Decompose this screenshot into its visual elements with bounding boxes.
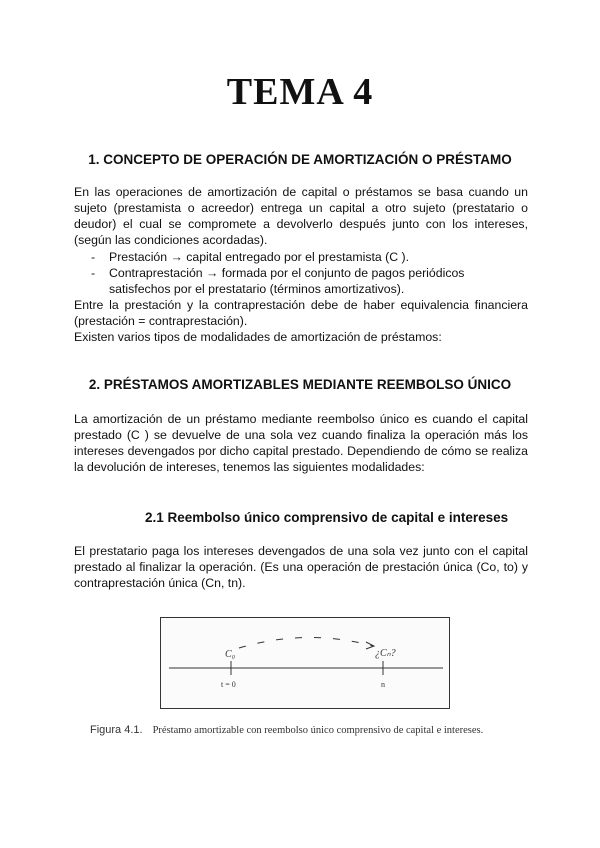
label-c0: C₀	[225, 649, 236, 660]
section-2-1-body: El prestatario paga los intereses devengados de una sola vez junto con el capital prestado al finalizar la operación. (Es una operación de prestación única (Co, to) y contraprestación única (Cn, tn).	[74, 544, 528, 590]
section-1-heading: 1. CONCEPTO DE OPERACIÓN DE AMORTIZACIÓN O PRÉSTAMO	[88, 152, 512, 167]
capitalization-arrow	[239, 637, 373, 648]
section-2-1-heading: 2.1 Reembolso único comprensivo de capital e intereses	[145, 510, 509, 525]
label-cn: ¿Cₙ?	[375, 648, 396, 659]
list-item: - Prestación → capital entregado por el prestamista (C ).	[91, 250, 410, 264]
section-2-heading: 2. PRÉSTAMOS AMORTIZABLES MEDIANTE REEMBOLSO ÚNICO	[88, 377, 512, 392]
section-2-body: La amortización de un préstamo mediante reembolso único es cuando el capital prestado (C ) se devuelve de una sola vez cuando finaliza la operación más los intereses devengados por dicho capital prestado. Dependiendo de cómo se realiza la devolución de intereses, tenemos las siguientes modalidades:	[74, 412, 528, 474]
label-n: n	[381, 680, 385, 689]
figure-caption	[90, 724, 483, 736]
figure-caption-label: Figura 4.1.	[90, 724, 143, 736]
arrow-head	[366, 642, 374, 649]
figure-caption-text: Préstamo amortizable con reembolso único comprensivo de capital e intereses.	[152, 725, 484, 736]
section-1-types: Existen varios tipos de modalidades de amortización de préstamos:	[74, 330, 442, 344]
bullet-text: Prestación → capital entregado por el prestamista (C ).	[109, 250, 410, 264]
page-title: TEMA 4	[226, 71, 374, 113]
section-1-intro: En las operaciones de amortización de capital o préstamos se basa cuando un sujeto (prestamista o acreedor) entrega un capital a otro sujeto (prestatario o deudor) el cual se compromete a devolverlo después junto con los intereses, (según las condiciones acordadas).	[74, 185, 528, 247]
label-t0: t = 0	[221, 680, 236, 689]
section-1-bullet-list	[74, 249, 528, 297]
list-item: - Contraprestación → formada por el conjunto de pagos periódicos satisfechos por el prestatario (términos amortizativos).	[91, 266, 465, 296]
bullet-text: Contraprestación → formada por el conjunto de pagos periódicos satisfechos por el prestatario (términos amortizativos).	[109, 266, 465, 296]
section-1-equivalence: Entre la prestación y la contraprestación debe de haber equivalencia financiera (prestación = contraprestación).	[74, 298, 528, 328]
timeline-diagram	[161, 618, 449, 708]
figure-loan-timeline	[160, 617, 450, 709]
